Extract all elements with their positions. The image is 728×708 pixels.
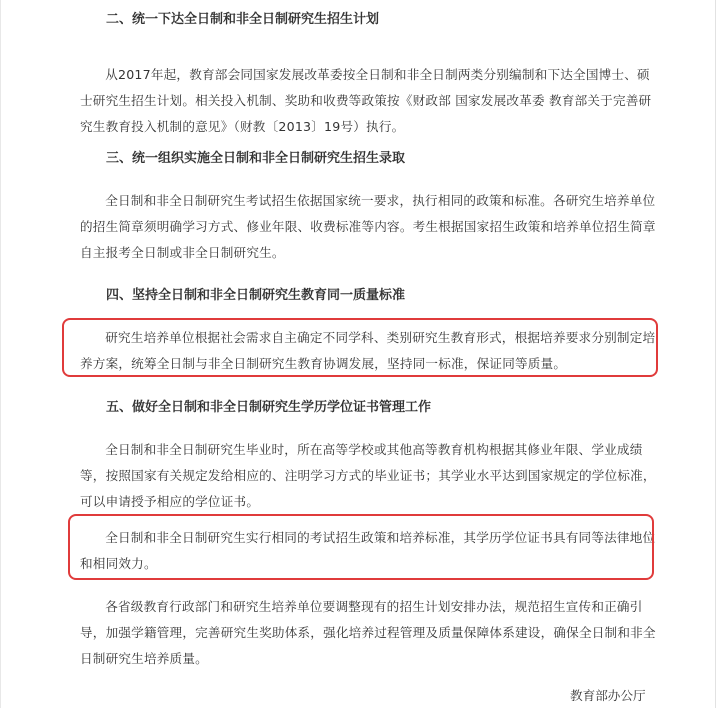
- section-heading-5: 五、做好全日制和非全日制研究生学历学位证书管理工作: [106, 400, 432, 415]
- section-heading-3: 三、统一组织实施全日制和非全日制研究生招生录取: [106, 151, 406, 166]
- signature: 教育部办公厅: [570, 688, 646, 703]
- section-2-paragraph: 从2017年起，教育部会同国家发展改革委按全日制和非全日制两类分别编制和下达全国博士、硕士研究生招生计划。相关投入机制、奖助和收费等政策按《财政部 国家发展改革委 教育部关于完善研究生教育投入机制的意见》（财教〔2013〕19号）执行。: [80, 67, 652, 134]
- page-left-border: [0, 0, 1, 708]
- highlight-box-section-4: [62, 318, 658, 377]
- section-5-paragraph-2: 全日制和非全日制研究生实行相同的考试招生政策和培养标准，其学历学位证书具有同等法律地位和相同效力。: [80, 530, 656, 571]
- section-3-paragraph: 全日制和非全日制研究生考试招生依据国家统一要求，执行相同的政策和标准。各研究生培养单位的招生简章须明确学习方式、修业年限、收费标准等内容。考生根据国家招生政策和培养单位招生简章自主报考全日制或非全日制研究生。: [80, 193, 656, 260]
- section-5-paragraph-1: 全日制和非全日制研究生毕业时，所在高等学校或其他高等教育机构根据其修业年限、学业成绩等，按照国家有关规定发给相应的、注明学习方式的毕业证书；其学业水平达到国家规定的学位标准，可以申请授予相应的学位证书。: [80, 442, 656, 509]
- page-right-border: [715, 0, 716, 708]
- highlight-box-section-5: [68, 514, 654, 580]
- section-4-paragraph: 研究生培养单位根据社会需求自主确定不同学科、类别研究生教育形式，根据培养要求分别制定培养方案，统筹全日制与非全日制研究生教育协调发展，坚持同一标准，保证同等质量。: [80, 330, 656, 371]
- closing-paragraph: 各省级教育行政部门和研究生培养单位要调整现有的招生计划安排办法，规范招生宣传和正确引导，加强学籍管理，完善研究生奖助体系，强化培养过程管理及质量保障体系建设，确保全日制和非全日制研究生培养质量。: [80, 599, 656, 666]
- section-heading-2: 二、统一下达全日制和非全日制研究生招生计划: [106, 12, 380, 27]
- section-heading-4: 四、坚持全日制和非全日制研究生教育同一质量标准: [106, 288, 406, 303]
